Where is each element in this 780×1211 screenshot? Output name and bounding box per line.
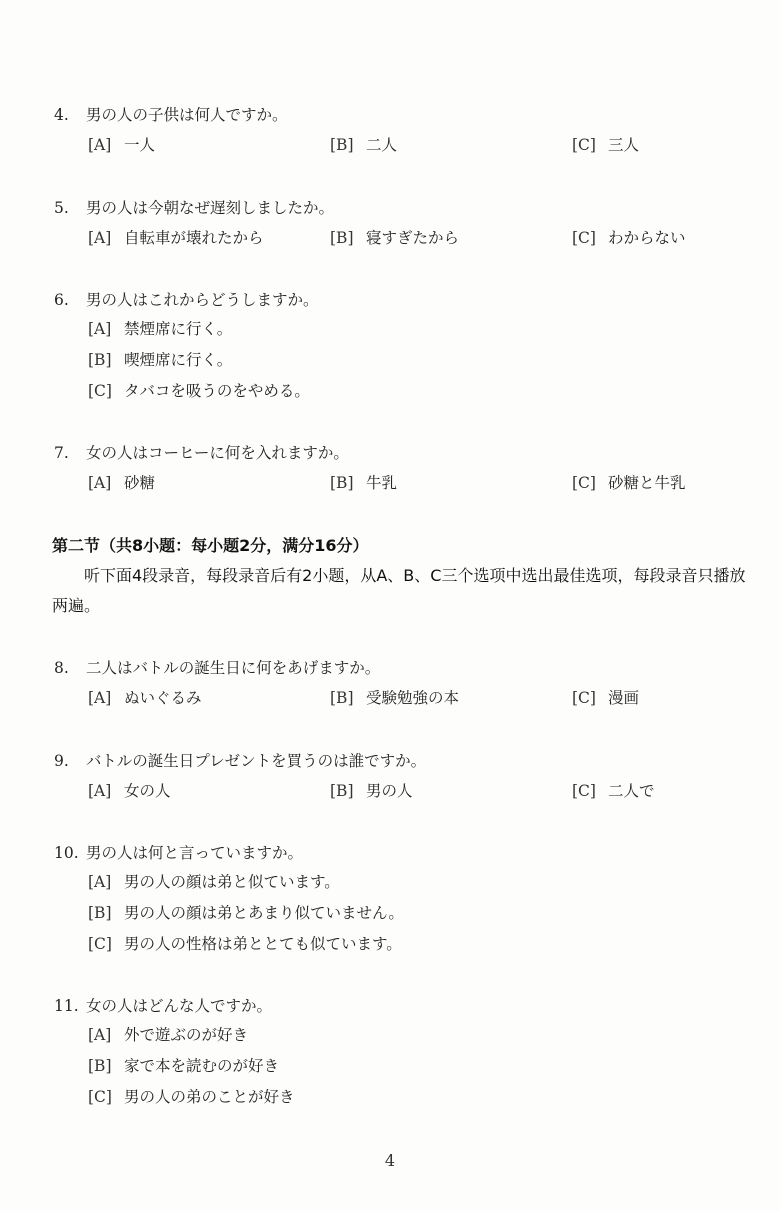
- question-text: 男の人は何と言っていますか。: [86, 844, 304, 862]
- option-a: [88, 686, 202, 708]
- question-text: 女の人はコーヒーに何を入れますか。: [86, 444, 349, 462]
- option-label: [C]: [572, 782, 596, 800]
- option-label: [A]: [88, 1026, 112, 1044]
- question-number: 8.: [54, 659, 69, 677]
- option-text: 男の人の顔は弟とあまり似ていません。: [124, 904, 404, 922]
- option-label: [A]: [88, 689, 112, 707]
- option-text: 喫煙席に行く。: [124, 351, 233, 369]
- question-8: [54, 656, 754, 716]
- options-row: [54, 133, 754, 163]
- option-label: [A]: [88, 873, 112, 891]
- option-text: タバコを吸うのをやめる。: [124, 382, 310, 400]
- option-text: 禁煙席に行く。: [124, 320, 233, 338]
- option-label: [A]: [88, 320, 112, 338]
- options-row: [54, 471, 754, 501]
- question-number: 6.: [54, 291, 69, 309]
- option-label: [C]: [572, 474, 596, 492]
- option-text: ぬいぐるみ: [124, 689, 202, 707]
- option-a: [88, 779, 171, 801]
- option-label: [B]: [330, 136, 354, 154]
- option-text: 家で本を読むのが好き: [124, 1057, 280, 1075]
- option-text: 二人: [366, 136, 398, 154]
- options-row: [54, 686, 754, 716]
- option-a: [88, 471, 155, 493]
- option-a: [88, 226, 264, 248]
- question-4: [54, 103, 754, 163]
- question-text: 男の人の子供は何人ですか。: [86, 106, 288, 124]
- question-text: バトルの誕生日プレゼントを買うのは誰ですか。: [86, 752, 427, 770]
- question-6: [54, 288, 754, 407]
- option-c: [88, 376, 754, 407]
- option-b: [330, 226, 459, 248]
- option-text: 一人: [124, 136, 156, 154]
- question-number: 10.: [54, 844, 79, 862]
- option-label: [C]: [572, 689, 596, 707]
- option-label: [C]: [88, 1088, 112, 1106]
- option-c: [572, 226, 686, 248]
- question-text: 二人はバトルの誕生日に何をあげますか。: [86, 659, 381, 677]
- question-5: [54, 196, 754, 256]
- option-a: [88, 1020, 754, 1051]
- option-label: [B]: [88, 351, 112, 369]
- option-text: 男の人: [366, 782, 413, 800]
- option-text: 女の人: [124, 782, 171, 800]
- question-text: 女の人はどんな人ですか。: [86, 997, 273, 1015]
- option-text: 外で遊ぶのが好き: [124, 1026, 249, 1044]
- option-text: 男の人の顔は弟と似ています。: [124, 873, 340, 891]
- option-b: [88, 1051, 754, 1082]
- option-text: 牛乳: [366, 474, 398, 492]
- section-description: 听下面4段录音，每段录音后有2小题，从A、B、C三个选项中选出最佳选项，每段录音只播放两遍。: [52, 566, 746, 615]
- options-list: [54, 314, 754, 407]
- question-11: [54, 994, 754, 1113]
- option-text: 自転車が壊れたから: [124, 229, 264, 247]
- option-b: [330, 779, 413, 801]
- option-c: [572, 471, 686, 493]
- option-label: [C]: [572, 229, 596, 247]
- option-label: [B]: [88, 904, 112, 922]
- option-b: [88, 898, 754, 929]
- option-label: [B]: [330, 782, 354, 800]
- option-label: [C]: [88, 935, 112, 953]
- question-number: 7.: [54, 444, 69, 462]
- option-label: [B]: [330, 474, 354, 492]
- question-10: [54, 841, 754, 960]
- question-text: 男の人はこれからどうしますか。: [86, 291, 319, 309]
- option-label: [C]: [88, 382, 112, 400]
- option-text: 二人で: [608, 782, 655, 800]
- option-text: 三人: [608, 136, 640, 154]
- option-text: 砂糖: [124, 474, 156, 492]
- option-label: [B]: [88, 1057, 112, 1075]
- question-number: 11.: [54, 997, 79, 1015]
- question-number: 5.: [54, 199, 69, 217]
- options-row: [54, 226, 754, 256]
- question-text: 男の人は今朝なぜ遅刻しましたか。: [86, 199, 335, 217]
- option-text: わからない: [608, 229, 686, 247]
- option-text: 受験勉強の本: [366, 689, 460, 707]
- question-number: 4.: [54, 106, 69, 124]
- options-row: [54, 779, 754, 809]
- option-label: [B]: [330, 689, 354, 707]
- option-b: [330, 686, 459, 708]
- option-text: 寝すぎたから: [366, 229, 460, 247]
- options-list: [54, 867, 754, 960]
- option-label: [B]: [330, 229, 354, 247]
- option-text: 男の人の性格は弟ととても似ています。: [124, 935, 402, 953]
- option-a: [88, 314, 754, 345]
- question-number: 9.: [54, 752, 69, 770]
- option-label: [A]: [88, 782, 112, 800]
- section-title: 第二节（共8小题：每小题2分，满分16分）: [52, 536, 369, 555]
- option-c: [572, 779, 655, 801]
- option-text: 男の人の弟のことが好き: [124, 1088, 295, 1106]
- option-label: [A]: [88, 474, 112, 492]
- option-c: [88, 929, 754, 960]
- option-c: [572, 686, 639, 708]
- question-7: [54, 441, 754, 501]
- option-text: 漫画: [608, 689, 640, 707]
- option-b: [330, 471, 397, 493]
- option-label: [A]: [88, 136, 112, 154]
- option-a: [88, 867, 754, 898]
- option-text: 砂糖と牛乳: [608, 474, 686, 492]
- option-label: [C]: [572, 136, 596, 154]
- option-c: [88, 1082, 754, 1113]
- option-c: [572, 133, 639, 155]
- question-9: [54, 749, 754, 809]
- options-list: [54, 1020, 754, 1113]
- option-b: [88, 345, 754, 376]
- option-label: [A]: [88, 229, 112, 247]
- option-a: [88, 133, 155, 155]
- option-b: [330, 133, 397, 155]
- page-number: 4: [384, 1151, 396, 1170]
